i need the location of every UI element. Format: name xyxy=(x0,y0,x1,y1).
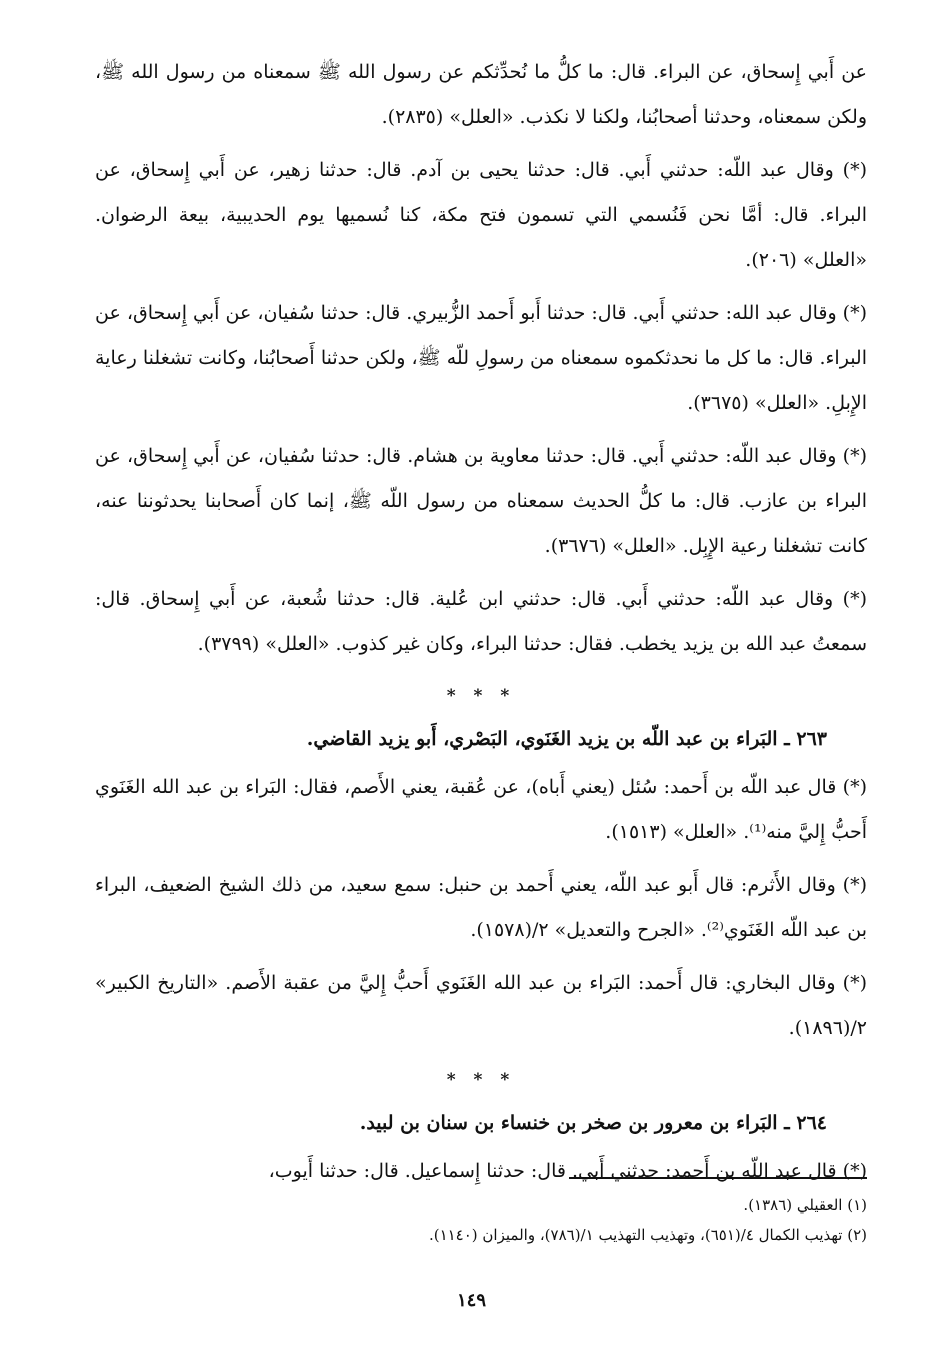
page-body xyxy=(95,50,867,1202)
entry-heading-263: ٢٦٣ ـ البَراء بن عبد اللّه بن يزيد الغَنَوي، البَصْري، أَبو يزيد القاضي. xyxy=(306,728,827,750)
footnote-1: (١) العقيلي (١٣٨٦). xyxy=(743,1196,867,1214)
paragraph: (*) وقال الأَثرم: قال أَبو عبد اللّه، يعني أَحمد بن حنبل: سمع سعيد، من ذلك الشيخ الضعيف، البراء بن عبد اللّه الغَنَوي⁽²⁾. «الجرح والتعديل» ٢/(١٥٧٨). xyxy=(95,874,867,941)
paragraph: (*) وقال البخاري: قال أَحمد: البَراء بن عبد الله الغَنَوي أَحبُّ إِليَّ من عقبة الأَصم. «التاريخ الكبير» ٢/(١٨٩٦). xyxy=(95,972,867,1039)
paragraph: (*) قال عبد اللّه بن أَحمد: سُئل (يعني أَباه)، عن عُقبة، يعني الأَصم، فقال: البَراء بن عبد الله الغَنَوي أَحبُّ إِليَّ منه⁽¹⁾. «العلل» (١٥١٣). xyxy=(95,776,867,843)
entry-heading-264: ٢٦٤ ـ البَراء بن معرور بن صخر بن خنساء بن سنان بن لبيد. xyxy=(359,1112,827,1134)
paragraph: (*) وقال عبد اللّه: حدثني أَبي. قال: حدثنا يحيى بن آدم. قال: حدثنا زهير، عن أَبي إِسحاق، عن البراء. قال: أمَّا نحن فَنُسمي التي تسمون فتح مكة، كنا نُسميها يوم الحديبية، بيعة الرضوان. «العلل» (٢٠٦). xyxy=(95,159,867,271)
paragraph-continuation: عن أَبي إِسحاق، عن البراء. قال: ما كلُّ ما نُحدِّثكم عن رسول الله ﷺ سمعناه من رسول الله ﷺ، ولكن سمعناه، وحدثنا أصحابُنا، ولكنا لا نكذب. «العلل» (٢٨٣٥). xyxy=(95,61,867,128)
footnotes xyxy=(95,1190,867,1250)
footnote-2: (٢) تهذيب الكمال ٤/(٦٥١)، وتهذيب التهذيب ١/(٧٨٦)، والميزان (١١٤٠). xyxy=(428,1226,867,1244)
section-separator: * * * xyxy=(446,686,516,706)
paragraph: (*) وقال عبد اللّه: حدثني أَبي. قال: حدثنا معاوية بن هشام. قال: حدثنا سُفيان، عن أَبي إِسحاق، عن البراء بن عازب. قال: ما كلُّ الحديث سمعناه من رسول اللّه ﷺ، إنما كان أَصحابنا يحدثوننا عنه، كانت تشغلنا رعية الإِبِل. «العلل» (٣٦٧٦). xyxy=(95,445,867,557)
footnote-divider xyxy=(569,1177,867,1179)
section-separator: * * * xyxy=(446,1070,516,1090)
paragraph: (*) وقال عبد اللّه: حدثني أَبي. قال: حدثني ابن عُلية. قال: حدثنا شُعبة، عن أَبي إِسحاق. قال: سمعتُ عبد الله بن يزيد يخطب. فقال: حدثنا البراء، وكان غير كذوب. «العلل» (٣٧٩٩). xyxy=(95,588,867,655)
page-number: ١٤٩ xyxy=(456,1290,486,1311)
paragraph: (*) وقال عبد الله: حدثني أَبي. قال: حدثنا أَبو أَحمد الزُّبيري. قال: حدثنا سُفيان، عن أَبي إِسحاق، عن البراء. قال: ما كل ما نحدثكموه سمعناه من رسولِ للّه ﷺ، ولكن حدثنا أَصحابُنا، وكانت تشغلنا رعاية الإِبلِ. «العلل» (٣٦٧٥). xyxy=(95,302,867,414)
paragraph: (*) قال عبد اللّه بن أَحمد: حدثني أَبي. قال: حدثنا إِسماعيل. قال: حدثنا أَيوب، xyxy=(268,1160,867,1182)
